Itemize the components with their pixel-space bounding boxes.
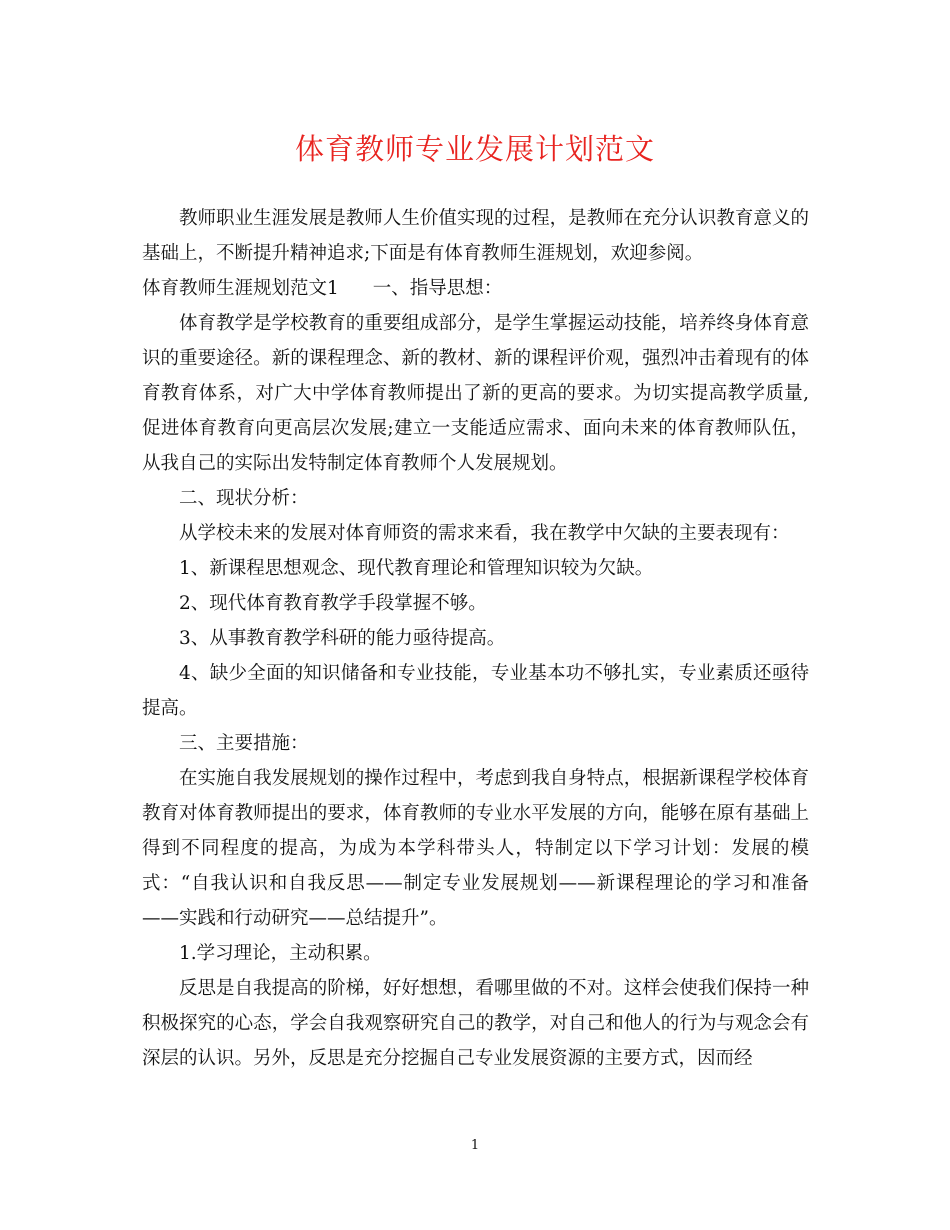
section3-paragraph: 在实施自我发展规划的操作过程中，考虑到我自身特点，根据新课程学校体育教育对体育教师提出的要求，体育教师的专业水平发展的方向，能够在原有基础上得到不同程度的提高，为成为本学科带头人，特制定以下学习计划：发展的模式：“自我认识和自我反思——制定专业发展规划——新课程理论的学习和准备——实践和行动研究——总结提升”。 bbox=[142, 768, 809, 929]
document-body bbox=[142, 201, 809, 1076]
section2-intro: 从学校未来的发展对体育师资的需求来看，我在教学中欠缺的主要表现有： bbox=[179, 523, 790, 544]
document-title: 体育教师专业发展计划范文 bbox=[294, 132, 655, 166]
section2-item: 3、从事教育教学科研的能力亟待提高。 bbox=[179, 628, 506, 649]
section2-heading: 二、现状分析： bbox=[179, 488, 309, 509]
example-label: 体育教师生涯规划范文1 bbox=[142, 278, 339, 299]
subsection1-paragraph: 反思是自我提高的阶梯，好好想想，看哪里做的不对。这样会使我们保持一种积极探究的心态，学会自我观察研究自己的教学，对自己和他人的行为与观念会有深层的认识。另外，反思是充分挖掘自己专业发展资源的主要方式，因而经 bbox=[142, 978, 809, 1069]
subsection1-heading: 1.学习理论，主动积累。 bbox=[179, 943, 382, 964]
example-heading-line bbox=[142, 271, 809, 306]
section2-item: 2、现代体育教育教学手段掌握不够。 bbox=[179, 593, 487, 614]
page-number: 1 bbox=[470, 1138, 480, 1153]
section1-paragraph: 体育教学是学校教育的重要组成部分，是学生掌握运动技能，培养终身体育意识的重要途径。新的课程理念、新的教材、新的课程评价观，强烈冲击着现有的体育教育体系，对广大中学体育教师提出了新的更高的要求。为切实提高教学质量,促进体育教育向更高层次发展;建立一支能适应需求、面向未来的体育教师队伍，从我自己的实际出发特制定体育教师个人发展规划。 bbox=[142, 313, 809, 474]
section3-heading: 三、主要措施： bbox=[179, 733, 309, 754]
section2-item: 4、缺少全面的知识储备和专业技能，专业基本功不够扎实，专业素质还亟待提高。 bbox=[142, 663, 809, 719]
section1-heading: 一、指导思想： bbox=[372, 278, 503, 299]
intro-paragraph: 教师职业生涯发展是教师人生价值实现的过程，是教师在充分认识教育意义的基础上，不断提升精神追求;下面是有体育教师生涯规划，欢迎参阅。 bbox=[142, 208, 809, 264]
section2-item: 1、新课程思想观念、现代教育理论和管理知识较为欠缺。 bbox=[179, 558, 654, 579]
